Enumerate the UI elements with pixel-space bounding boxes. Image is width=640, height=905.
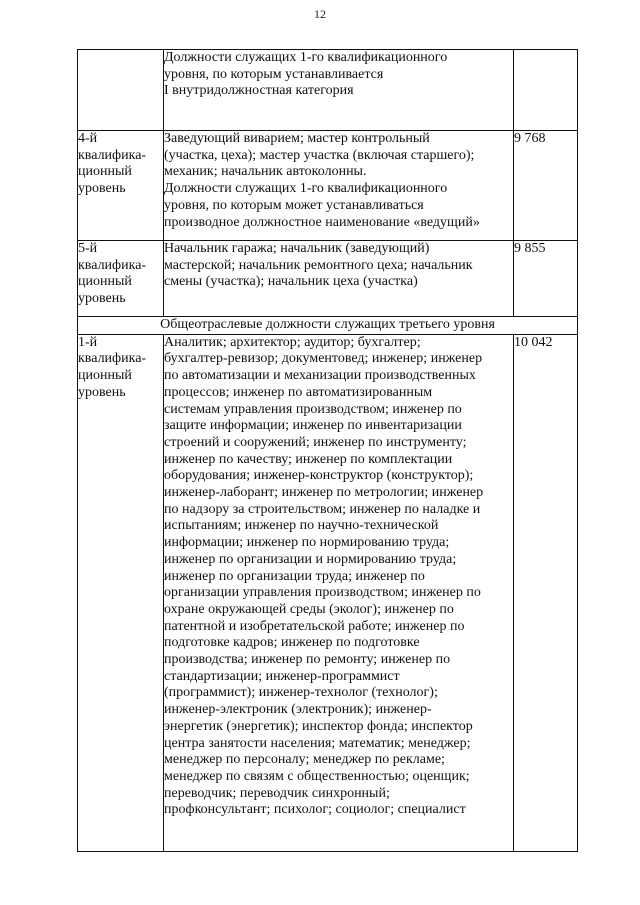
description-line: инженер-лаборант; инженер по метрологии; инженер	[164, 485, 484, 501]
description-line: энергетик (энергетик); инспектор фонда; инспектор	[164, 718, 473, 734]
description-line: строений и сооружений; инженер по инструменту;	[164, 434, 467, 450]
description-line: по надзору за строительством; инженер по наладке и	[164, 501, 481, 517]
description-line: смены (участка); начальник цеха (участка)	[164, 274, 418, 290]
description-line: по автоматизации и механизации производственных	[164, 368, 476, 384]
description-line: производства; инженер по ремонту; инженер по	[164, 652, 451, 668]
level-cell	[78, 131, 164, 241]
level-line: ционный	[78, 274, 132, 290]
salary-cell: 10 042	[514, 334, 578, 851]
description-line: бухгалтер-ревизор; документовед; инженер; инженер	[164, 351, 483, 367]
description-line: механик; начальник автоколонны.	[164, 164, 367, 180]
level-cell	[78, 50, 164, 131]
salary-cell	[514, 50, 578, 131]
level-line: ционный	[78, 164, 132, 180]
description-line: информации; инженер по нормированию труда;	[164, 535, 450, 551]
level-cell	[78, 241, 164, 317]
description-cell	[164, 50, 514, 131]
description-line: испытаниям; инженер по научно-технической	[164, 518, 439, 534]
description-line: уровня, по которым устанавливается	[164, 66, 384, 82]
description-cell	[164, 131, 514, 241]
description-line: стандартизации; инженер-программист	[164, 668, 400, 684]
description-line: процессов; инженер по автоматизированным	[164, 384, 433, 400]
description-line: Аналитик; архитектор; аудитор; бухгалтер;	[164, 334, 421, 350]
description-line: Начальник гаража; начальник (заведующий)	[164, 241, 430, 256]
salary-table	[77, 49, 578, 852]
level-line: 5-й	[78, 241, 98, 256]
description-line: инженер-электроник (электроник); инженер-	[164, 702, 432, 718]
description-line: (участка, цеха); мастер участка (включая старшего);	[164, 147, 475, 163]
description-line: оборудования; инженер-конструктор (конструктор);	[164, 468, 474, 484]
description-line: подготовке кадров; инженер по подготовке	[164, 635, 420, 651]
level-line: ционный	[78, 368, 132, 384]
level-line: уровень	[78, 181, 126, 197]
description-line: центра занятости населения; математик; менеджер;	[164, 735, 471, 751]
page-number: 12	[314, 7, 326, 21]
salary-cell: 9 768	[514, 131, 578, 241]
description-line: Должности служащих 1-го квалификационного	[164, 50, 448, 65]
description-line: менеджер по связям с общественностью; оценщик;	[164, 768, 470, 784]
level-line: 1-й	[78, 334, 98, 350]
description-cell	[164, 334, 514, 851]
description-line: инженер по качеству; инженер по комплектации	[164, 451, 453, 467]
description-line: уровня, по которым может устанавливаться	[164, 197, 424, 213]
level-line: квалифика-	[78, 257, 147, 273]
description-line: инженер по организации труда; инженер по	[164, 568, 425, 584]
description-cell	[164, 241, 514, 317]
description-line: Должности служащих 1-го квалификационного	[164, 181, 448, 197]
description-line: переводчик; переводчик синхронный;	[164, 785, 390, 801]
level-line: квалифика-	[78, 147, 147, 163]
section-header-row	[78, 317, 578, 335]
level-line: 4-й	[78, 131, 98, 146]
description-line: (программист); инженер-технолог (технолог);	[164, 685, 438, 701]
level-line: уровень	[78, 384, 126, 400]
description-line: патентной и изобретательской работе; инженер по	[164, 618, 465, 634]
description-line: менеджер по персоналу; менеджер по рекламе;	[164, 752, 445, 768]
description-line: производное должностное наименование «ведущий»	[164, 214, 480, 230]
level-line: квалифика-	[78, 351, 147, 367]
salary-cell: 9 855	[514, 241, 578, 317]
description-line: профконсультант; психолог; социолог; специалист	[164, 802, 466, 818]
description-line: инженер по организации и нормированию труда;	[164, 551, 457, 567]
section-title: Общеотраслевые должности служащих третьего уровня	[78, 317, 578, 335]
table-row	[78, 241, 578, 317]
description-line: организации управления производством; инженер по	[164, 585, 481, 601]
table-row	[78, 334, 578, 851]
level-cell	[78, 334, 164, 851]
description-line: Заведующий виварием; мастер контрольный	[164, 131, 430, 146]
description-line: мастерской; начальник ремонтного цеха; начальник	[164, 257, 473, 273]
description-line: системам управления производством; инженер по	[164, 401, 462, 417]
description-line: охране окружающей среды (эколог); инженер по	[164, 601, 454, 617]
level-line: уровень	[78, 291, 126, 307]
table-row	[78, 50, 578, 131]
description-line: I внутридолжностная категория	[164, 83, 354, 99]
description-line: защите информации; инженер по инвентаризации	[164, 418, 462, 434]
table-row	[78, 131, 578, 241]
